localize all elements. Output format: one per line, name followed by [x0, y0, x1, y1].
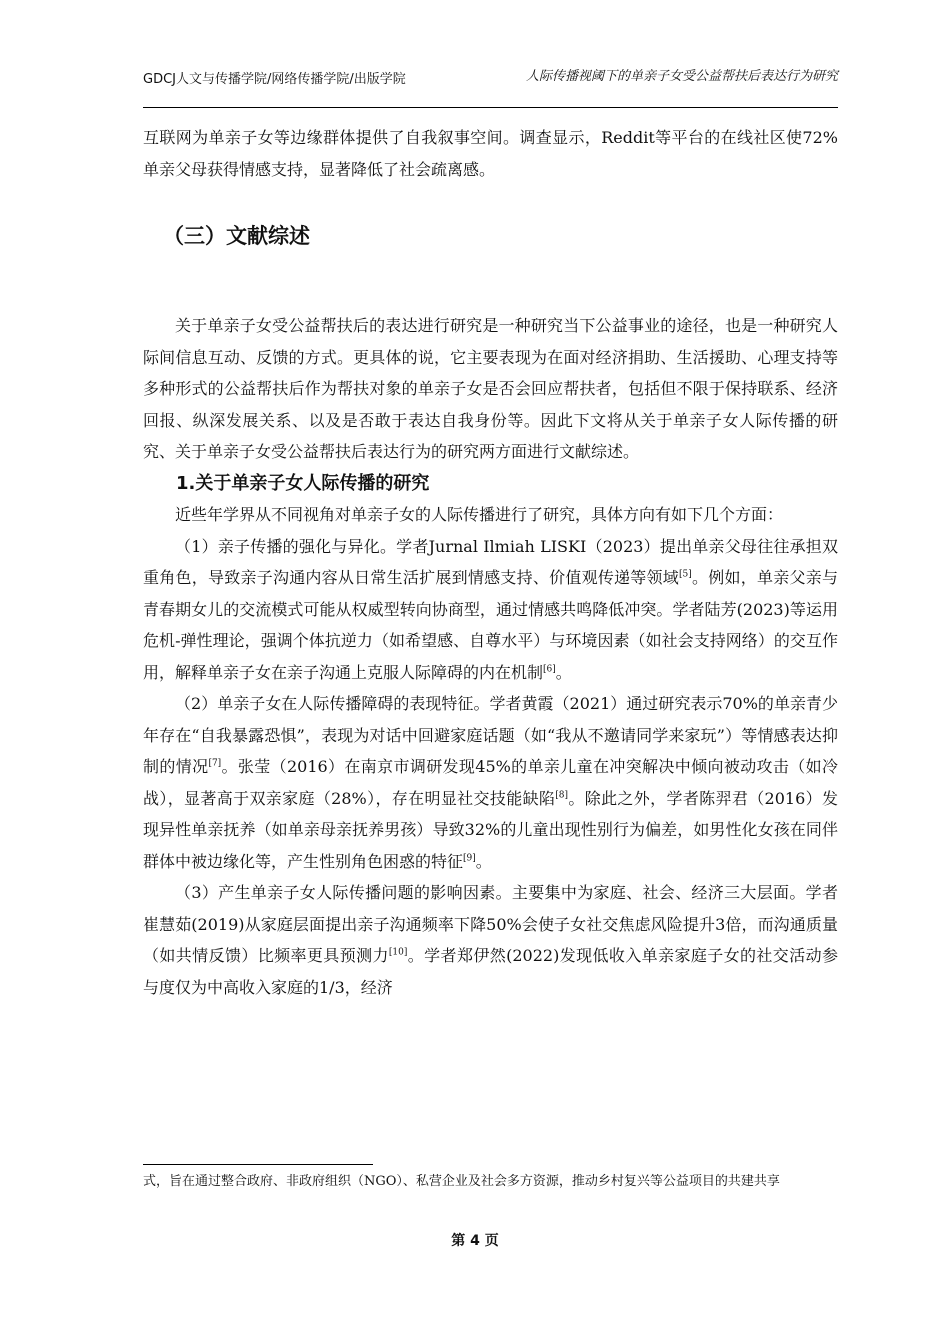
paragraph-item-2 [143, 688, 838, 877]
page-header [143, 66, 838, 106]
citation-10: [10] [388, 947, 408, 958]
item-2-text-d: 。 [475, 851, 492, 871]
citation-6: [6] [543, 664, 556, 675]
footnote-text: 式，旨在通过整合政府、非政府组织（NGO）、私营企业及社会多方资源，推动乡村复兴等公益项目的共建共享 [143, 1174, 780, 1189]
header-divider [143, 107, 838, 108]
paragraph-item-1 [143, 531, 838, 689]
item-1-text-a: （1）亲子传播的强化与异化。学者Jurnal Ilmiah LISKI（2023）提出单亲父母往往承担双重角色，导致亲子沟通内容从日常生活扩展到情感支持、价值观传递等领域 [143, 536, 838, 587]
citation-7: [7] [208, 758, 222, 769]
subsection-title: 1.关于单亲子女人际传播的研究 [176, 472, 430, 494]
intro-paragraph: 互联网为单亲子女等边缘群体提供了自我叙事空间。调查显示，Reddit等平台的在线社区使72%单亲父母获得情感支持，显著降低了社会疏离感。 [143, 128, 838, 179]
citation-9: [9] [463, 853, 476, 864]
footnote [143, 1172, 838, 1192]
item-3-text-a: （3）产生单亲子女人际传播问题的影响因素。主要集中为家庭、社会、经济三大层面。学者崔慧茹(2019)从家庭层面提出亲子沟通频率下降50%会使子女社交焦虑风险提升3倍，而沟通质量（如共情反馈）比频率更具预测力 [143, 883, 838, 965]
literature-review-body [143, 310, 838, 1003]
citation-8: [8] [555, 790, 569, 801]
paragraph-overview: 关于单亲子女受公益帮扶后的表达进行研究是一种研究当下公益事业的途径，也是一种研究人际间信息互动、反馈的方式。更具体的说，它主要表现为在面对经济捐助、生活援助、心理支持等多种形式的公益帮扶后作为帮扶对象的单亲子女是否会回应帮扶者，包括但不限于保持联系、经济回报、纵深发展关系、以及是否敢于表达自我身份等。因此下文将从关于单亲子女人际传播的研究、关于单亲子女受公益帮扶后表达行为的研究两方面进行文献综述。 [143, 316, 838, 461]
item-2-text-b: 。张莹（2016）在南京市调研发现45%的单亲儿童在冲突解决中倾向被动攻击（如冷战），显著高于双亲家庭（28%），存在明显社交技能缺陷 [143, 757, 838, 808]
item-2-text-a: （2）单亲子女在人际传播障碍的表现特征。学者黄霞（2021）通过研究表示70%的单亲青少年存在“自我暴露恐惧”，表现为对话中回避家庭话题（如“我从不邀请同学来家玩”）等情感表达抑制的情况 [143, 694, 838, 776]
item-1-text-b: 。例如，单亲父亲与青春期女儿的交流模式可能从权威型转向协商型，通过情感共鸣降低冲突。学者陆芳(2023)等运用危机-弹性理论，强调个体抗逆力（如希望感、自尊水平）与环境因素（如社会支持网络）的交互作用，解释单亲子女在亲子沟通上克服人际障碍的内在机制 [143, 568, 838, 682]
item-1-text-c: 。 [555, 662, 572, 682]
page-number: 第 4 页 [451, 1233, 499, 1249]
footnote-divider [143, 1164, 373, 1165]
item-2-text-c: 。除此之外，学者陈羿君（2016）发现异性单亲抚养（如单亲母亲抚养男孩）导致32%的儿童出现性别行为偏差，如男性化女孩在同伴群体中被边缘化等，产生性别角色困惑的特征 [143, 788, 838, 871]
paragraph-item-3 [143, 877, 838, 1003]
header-institution: GDCJ人文与传播学院/网络传播学院/出版学院 [143, 72, 406, 87]
citation-5: [5] [679, 569, 692, 580]
paragraph-directions: 近些年学界从不同视角对单亲子女的人际传播进行了研究，具体方向有如下几个方面： [175, 505, 784, 524]
header-paper-title: 人际传播视阈下的单亲子女受公益帮扶后表达行为研究 [525, 69, 838, 84]
section-title: （三）文献综述 [163, 224, 310, 248]
intro-block [143, 122, 838, 185]
item-3-text-b: 。学者郑伊然(2022)发现低收入单亲家庭子女的社交活动参与度仅为中高收入家庭的1/3，经济 [143, 946, 838, 997]
